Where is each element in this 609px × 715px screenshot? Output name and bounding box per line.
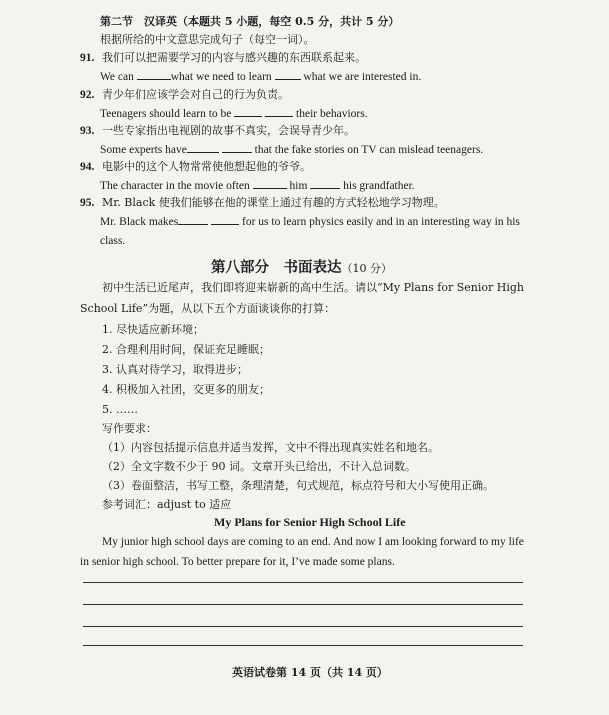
question-92-en: Teenagers should learn to be their behaviors. [100,108,368,120]
page-footer: 英语试卷第 14 页（共 14 页） [232,666,388,679]
question-91-en: We can what we need to learn what we are interested in. [100,71,422,83]
question-95-en: Mr. Black makes for us to learn physics easily and in an interesting way in his [100,216,520,228]
question-91-cn: 91. 我们可以把需要学习的内容与感兴趣的东西联系起来。 [80,51,366,64]
essay-title: My Plans for Senior High School Life [214,515,406,529]
writing-line[interactable] [83,604,523,605]
requirement-item: （3）卷面整洁，书写工整，条理清楚，句式规范，标点符号和大小写使用正确。 [102,479,494,492]
question-94-cn: 94. 电影中的这个人物常常使他想起他的爷爷。 [80,160,311,173]
plan-item: 1. 尽快适应新环境； [102,323,204,336]
answer-blank[interactable] [187,142,219,153]
plan-item: 5. …… [102,403,138,416]
answer-blank[interactable] [234,106,262,117]
essay-opening-line2: in senior high school. To better prepare for it, I’ve made some plans. [80,556,395,568]
answer-blank[interactable] [211,214,239,225]
answer-blank[interactable] [253,178,287,189]
question-93-cn: 93. 一些专家指出电视剧的故事不真实，会误导青少年。 [80,124,355,137]
writing-line[interactable] [83,582,523,583]
question-95-cn: 95. Mr. Black 使我们能够在他的课堂上通过有趣的方式轻松地学习物理。 [80,196,445,209]
question-94-en: The character in the movie often him his grandfather. [100,180,415,192]
section-heading: 第二节 汉译英（本题共 5 小题，每空 0.5 分，共计 5 分） [100,15,400,28]
requirement-item: （1）内容包括提示信息并适当发挥，文中不得出现真实姓名和地名。 [102,441,439,454]
plan-item: 4. 积极加入社团，交更多的朋友； [102,383,270,396]
part8-intro-line1: 初中生活已近尾声，我们即将迎来崭新的高中生活。请以“My Plans for Senior High [102,281,525,294]
answer-blank[interactable] [137,69,171,80]
vocabulary-note: 参考词汇：adjust to 适应 [102,498,232,511]
question-92-cn: 92. 青少年们应该学会对自己的行为负责。 [80,88,289,101]
answer-blank[interactable] [265,106,293,117]
essay-opening-line1: My junior high school days are coming to an end. And now I am looking forward to my life [102,536,524,548]
requirement-item: （2）全文字数不少于 90 词。文章开头已给出，不计入总词数。 [102,460,416,473]
part8-intro-line2: School Life”为题，从以下五个方面谈谈你的打算： [80,302,336,315]
answer-blank[interactable] [178,214,208,225]
answer-blank[interactable] [275,69,301,80]
writing-line[interactable] [83,645,523,646]
requirements-heading: 写作要求： [102,422,157,435]
answer-blank[interactable] [310,178,340,189]
plan-item: 2. 合理利用时间，保证充足睡眠； [102,343,270,356]
section-instruction: 根据所给的中文意思完成句子（每空一词）。 [100,33,315,46]
part8-title: 第八部分 书面表达（10 分） [211,259,392,276]
plan-item: 3. 认真对待学习，取得进步； [102,363,248,376]
question-95-en-cont: class. [100,235,126,247]
question-93-en: Some experts have that the fake stories on TV can mislead teenagers. [100,144,484,156]
answer-blank[interactable] [222,142,252,153]
writing-line[interactable] [83,626,523,627]
